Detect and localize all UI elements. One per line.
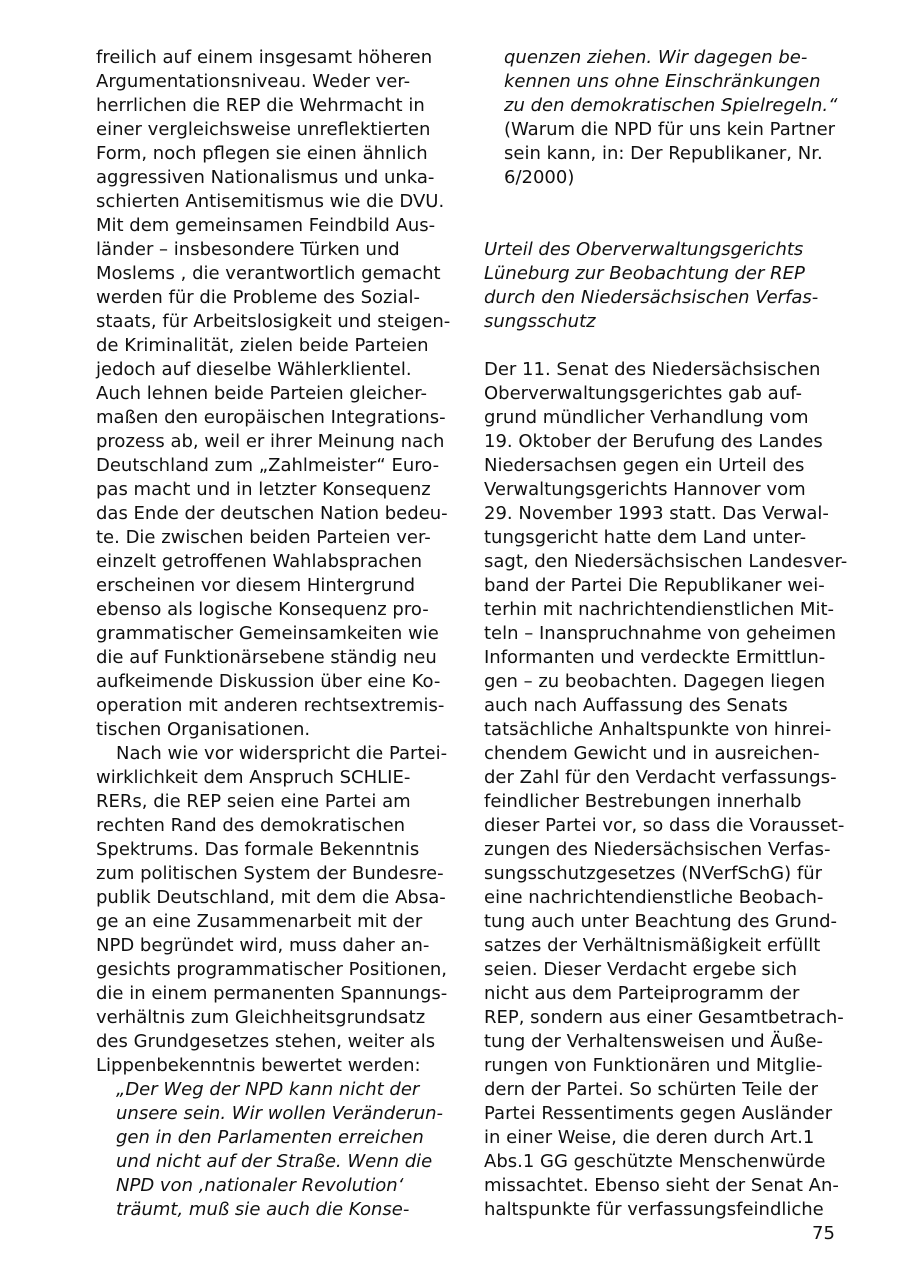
text-line: (Warum die NPD für uns kein Partner <box>504 119 836 140</box>
text-line: tungsgericht hatte dem Land unter- <box>484 527 807 548</box>
text-line: länder – insbesondere Türken und <box>96 239 400 260</box>
text-line: Lippenbekenntnis bewertet werden: <box>96 1055 421 1076</box>
text-line: gen – zu beobachten. Dagegen liegen <box>484 671 826 692</box>
section-heading <box>484 238 844 334</box>
text-line: herrlichen die REP die Wehrmacht in <box>96 95 425 116</box>
text-line: „Der Weg der NPD kann nicht der <box>116 1079 420 1100</box>
text-line: Oberverwaltungsgerichtes gab auf- <box>484 383 802 404</box>
text-line: pas macht und in letzter Konsequenz <box>96 479 431 500</box>
text-line: das Ende der deutschen Nation bedeu- <box>96 503 448 524</box>
text-line: gesichts programmatischer Positionen, <box>96 959 447 980</box>
text-line: wirklichkeit dem Anspruch SCHLIE- <box>96 767 411 788</box>
text-line: grammatischer Gemeinsamkeiten wie <box>96 623 439 644</box>
text-line: die auf Funktionärsebene ständig neu <box>96 647 437 668</box>
text-line: jedoch auf dieselbe Wählerklientel. <box>96 359 412 380</box>
text-line: ge an eine Zusammenarbeit mit der <box>96 911 423 932</box>
text-line: Moslems , die verantwortlich gemacht <box>96 263 441 284</box>
text-line: der Zahl für den Verdacht verfassungs- <box>484 767 837 788</box>
text-line: feindlicher Bestrebungen innerhalb <box>484 791 802 812</box>
text-line: verhältnis zum Gleichheitsgrundsatz <box>96 1007 426 1028</box>
text-line: auch nach Auffassung des Senats <box>484 695 788 716</box>
text-line: durch den Niedersächsischen Verfas- <box>484 287 819 308</box>
text-line: missachtet. Ebenso sieht der Senat An- <box>484 1175 839 1196</box>
text-line: Lüneburg zur Beobachtung der REP <box>484 263 805 284</box>
text-line: werden für die Probleme des Sozial- <box>96 287 420 308</box>
text-line: zum politischen System der Bundesre- <box>96 863 444 884</box>
text-line: zungen des Niedersächsischen Verfas- <box>484 839 831 860</box>
paragraph-2 <box>96 742 452 1078</box>
text-line: einzelt getroffenen Wahlabsprachen <box>96 551 423 572</box>
text-line: maßen den europäischen Integrations- <box>96 407 446 428</box>
text-line: Nach wie vor widerspricht die Partei- <box>116 743 448 764</box>
npd-quote <box>96 1078 452 1222</box>
text-line: Argumentationsniveau. Weder ver- <box>96 71 411 92</box>
text-line: Der 11. Senat des Niedersächsischen <box>484 359 821 380</box>
text-line: NPD von ‚nationaler Revolution‘ <box>116 1175 404 1196</box>
right-column <box>484 46 848 1222</box>
text-line: chendem Gewicht und in ausreichen- <box>484 743 820 764</box>
text-line: tung auch unter Beachtung des Grund- <box>484 911 838 932</box>
text-line: terhin mit nachrichtendienstlichen Mit- <box>484 599 834 620</box>
text-line: gen in den Parlamenten erreichen <box>116 1127 424 1148</box>
text-line: publik Deutschland, mit dem die Absa- <box>96 887 446 908</box>
text-line: Informanten und verdeckte Ermittlun- <box>484 647 826 668</box>
text-line: ebenso als logische Konsequenz pro- <box>96 599 429 620</box>
text-line: teln – Inanspruchnahme von geheimen <box>484 623 837 644</box>
text-line: sungsschutzgesetzes (NVerfSchG) für <box>484 863 823 884</box>
text-line: grund mündlicher Verhandlung vom <box>484 407 809 428</box>
text-line: kennen uns ohne Einschränkungen <box>504 71 821 92</box>
text-line: operation mit anderen rechtsextremis- <box>96 695 445 716</box>
text-line: Abs.1 GG geschützte Menschenwürde <box>484 1151 826 1172</box>
text-line: dern der Partei. So schürten Teile der <box>484 1079 819 1100</box>
court-ruling-paragraph <box>484 358 848 1222</box>
text-line: te. Die zwischen beiden Parteien ver- <box>96 527 431 548</box>
text-line: Auch lehnen beide Parteien gleicher- <box>96 383 428 404</box>
text-line: Verwaltungsgerichts Hannover vom <box>484 479 806 500</box>
text-line: unsere sein. Wir wollen Veränderun- <box>116 1103 444 1124</box>
paragraph-1 <box>96 46 452 742</box>
text-line: träumt, muß sie auch die Konse- <box>116 1199 410 1220</box>
text-line: Partei Ressentiments gegen Ausländer <box>484 1103 833 1124</box>
text-line: Niedersachsen gegen ein Urteil des <box>484 455 805 476</box>
text-line: nicht aus dem Parteiprogramm der <box>484 983 800 1004</box>
text-line: staats, für Arbeitslosigkeit und steigen- <box>96 311 451 332</box>
left-column <box>96 46 452 1222</box>
text-line: rungen von Funktionären und Mitglie- <box>484 1055 823 1076</box>
text-line: Spektrums. Das formale Bekenntnis <box>96 839 420 860</box>
text-line: tatsächliche Anhaltspunkte von hinrei- <box>484 719 832 740</box>
text-line: RERs, die REP seien eine Partei am <box>96 791 411 812</box>
text-line: band der Partei Die Republikaner wei- <box>484 575 825 596</box>
text-line: prozess ab, weil er ihrer Meinung nach <box>96 431 445 452</box>
text-line: in einer Weise, die deren durch Art.1 <box>484 1127 815 1148</box>
text-line: schierten Antisemitismus wie die DVU. <box>96 191 445 212</box>
text-line: dieser Partei vor, so dass die Vorausset- <box>484 815 845 836</box>
text-line: haltspunkte für verfassungsfeindliche <box>484 1199 824 1220</box>
text-line: Urteil des Oberverwaltungsgerichts <box>484 239 804 260</box>
text-line: 29. November 1993 statt. Das Verwal- <box>484 503 829 524</box>
page-number: 75 <box>812 1223 835 1244</box>
text-line: NPD begründet wird, muss daher an- <box>96 935 430 956</box>
text-line: 6/2000) <box>504 167 575 188</box>
text-line: seien. Dieser Verdacht ergebe sich <box>484 959 798 980</box>
text-line: REP, sondern aus einer Gesamtbetrach- <box>484 1007 844 1028</box>
text-line: aggressiven Nationalismus und unka- <box>96 167 435 188</box>
text-line: und nicht auf der Straße. Wenn die <box>116 1151 433 1172</box>
text-line: quenzen ziehen. Wir dagegen be- <box>504 47 808 68</box>
text-line: sagt, den Niedersächsischen Landesver- <box>484 551 848 572</box>
quote-source <box>484 118 844 190</box>
text-line: Form, noch pflegen sie einen ähnlich <box>96 143 428 164</box>
text-line: eine nachrichtendienstliche Beobach- <box>484 887 824 908</box>
text-line: sein kann, in: Der Republikaner, Nr. <box>504 143 823 164</box>
text-line: einer vergleichsweise unreflektierten <box>96 119 431 140</box>
text-line: erscheinen vor diesem Hintergrund <box>96 575 416 596</box>
text-line: Deutschland zum „Zahlmeister“ Euro- <box>96 455 440 476</box>
text-line: 19. Oktober der Berufung des Landes <box>484 431 823 452</box>
text-line: des Grundgesetzes stehen, weiter als <box>96 1031 436 1052</box>
text-line: satzes der Verhältnismäßigkeit erfüllt <box>484 935 821 956</box>
text-line: sungsschutz <box>484 311 596 332</box>
text-line: tischen Organisationen. <box>96 719 311 740</box>
text-line: rechten Rand des demokratischen <box>96 815 406 836</box>
text-line: zu den demokratischen Spielregeln.“ <box>504 95 838 116</box>
text-line: Mit dem gemeinsamen Feindbild Aus- <box>96 215 436 236</box>
npd-quote-continued <box>484 46 844 118</box>
text-line: freilich auf einem insgesamt höheren <box>96 47 433 68</box>
text-line: tung der Verhaltensweisen und Äuße- <box>484 1031 824 1052</box>
text-line: aufkeimende Diskussion über eine Ko- <box>96 671 441 692</box>
text-line: die in einem permanenten Spannungs- <box>96 983 448 1004</box>
text-line: de Kriminalität, zielen beide Parteien <box>96 335 429 356</box>
